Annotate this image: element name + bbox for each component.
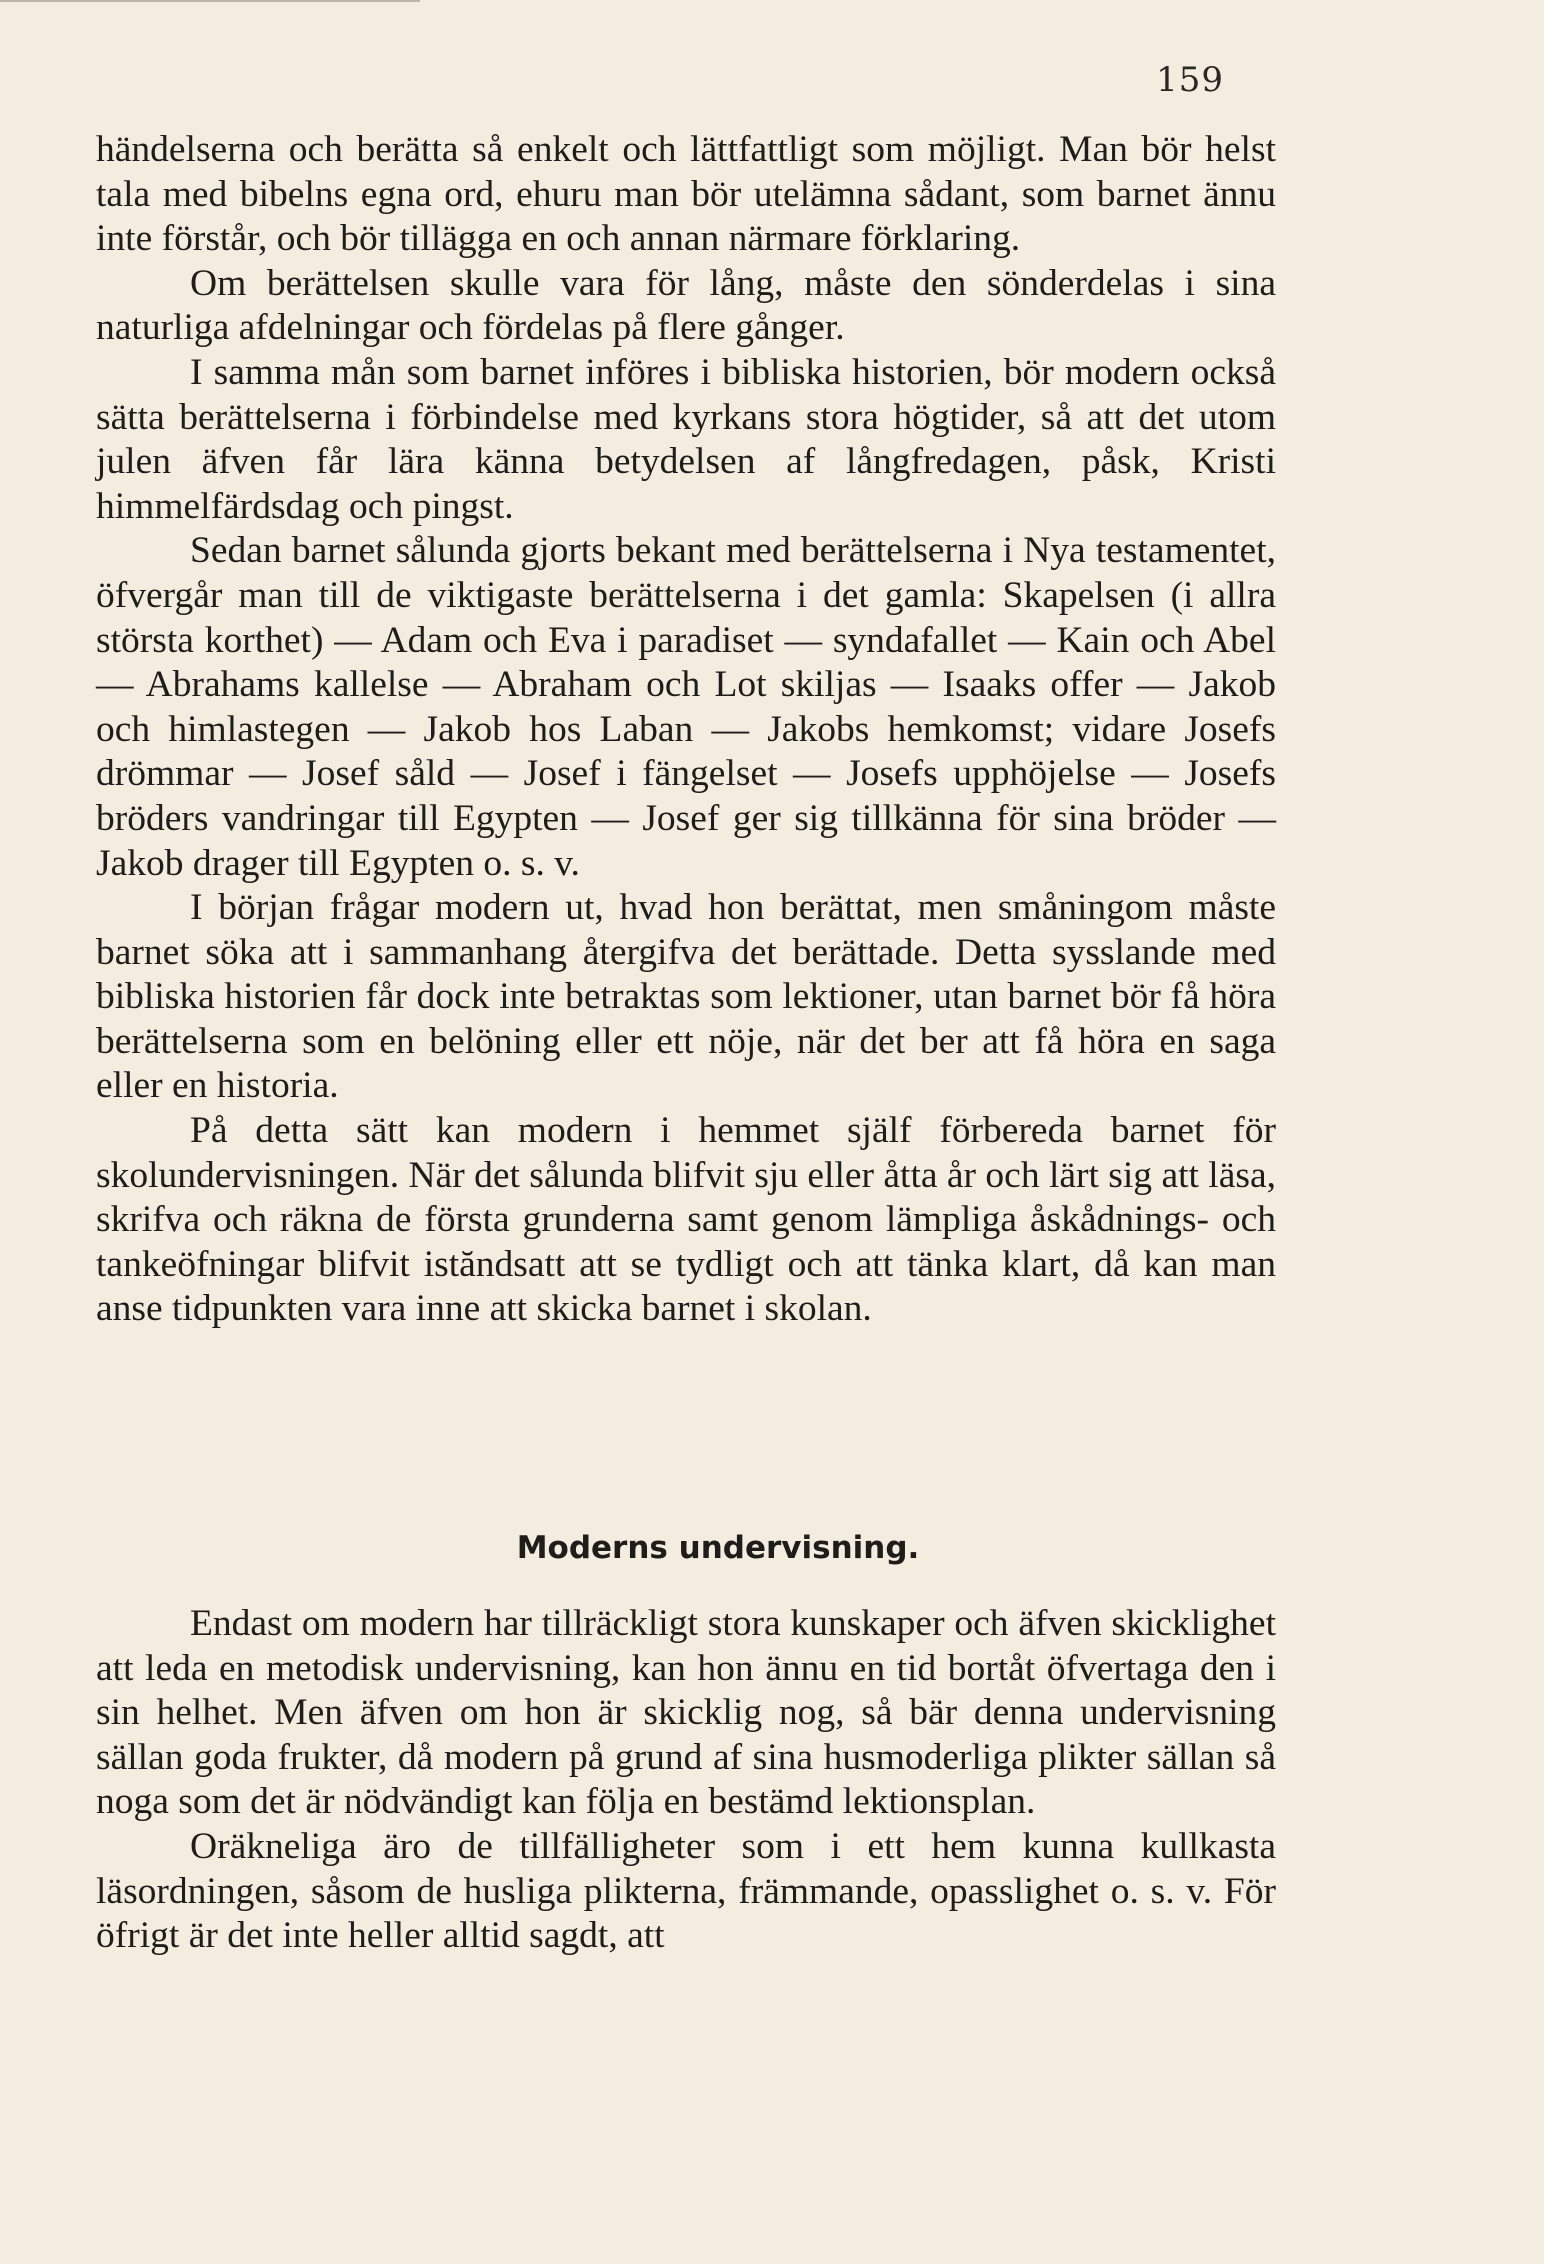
paragraph-5: I början frågar modern ut, hvad hon berättat, men småningom måste barnet söka att i sammanhang återgifva det berättade. Detta sysslande med bibliska historien får dock inte betraktas som lektioner, utan barnet bör få höra berättelserna som en belöning eller ett nöje, när det ber att få höra en saga eller en historia.	[96, 887, 1276, 1107]
page-number: 159	[1156, 60, 1224, 100]
body-text	[96, 128, 1276, 1332]
paragraph-6: På detta sätt kan modern i hemmet själf förbereda barnet för skolundervisningen. När det sålunda blifvit sju eller åtta år och lärt sig att läsa, skrifva och räkna de första grunderna samt genom lämpliga åskådnings- och tankeöfningar blifvit istăndsatt att se tydligt och att tänka klart, då kan man anse tidpunkten vara inne att skicka barnet i skolan.	[96, 1110, 1276, 1330]
paragraph-1: händelserna och berätta så enkelt och lättfattligt som möjligt. Man bör helst tala med bibelns egna ord, ehuru man bör utelämna sådant, som barnet ännu inte förstår, och bör tillägga en och annan närmare förklaring.	[96, 129, 1276, 260]
section-paragraph-1: Endast om modern har tillräckligt stora kunskaper och äfven skicklighet att leda en metodisk undervisning, kan hon ännu en tid bortåt öfvertaga den i sin helhet. Men äfven om hon är skicklig nog, så bär denna undervisning sällan goda frukter, då modern på grund af sina husmoderliga plikter sällan så noga som det är nödvändigt kan följa en bestämd lektionsplan.	[96, 1603, 1276, 1823]
paragraph-3: I samma mån som barnet införes i bibliska historien, bör modern också sätta berättelserna i förbindelse med kyrkans stora högtider, så att det utom julen äfven får lära känna betydelsen af långfredagen, påsk, Kristi himmelfärdsdag och pingst.	[96, 351, 1276, 527]
paragraph-4: Sedan barnet sålunda gjorts bekant med berättelserna i Nya testamentet, öfvergår man till de viktigaste berättelserna i det gamla: Skapelsen (i allra största korthet) — Adam och Eva i paradiset — syndafallet — Kain och Abel — Abrahams kallelse — Abraham och Lot skiljas — Isaaks offer — Jakob och himlastegen — Jakob hos Laban — Jakobs hemkomst; vidare Josefs drömmar — Josef såld — Josef i fängelset — Josefs upphöjelse — Josefs bröders vandringar till Egypten — Josef ger sig tillkänna för sina bröder — Jakob drager till Egypten o. s. v.	[96, 530, 1276, 884]
scan-edge-line	[0, 0, 420, 2]
section-paragraph-2: Oräkneliga äro de tillfälligheter som i ett hem kunna kullkasta läsordningen, såsom de husliga plikterna, främmande, opasslighet o. s. v. För öfrigt är det inte heller alltid sagdt, att	[96, 1825, 1276, 1957]
section-heading	[0, 1530, 1544, 1566]
section-text	[96, 1602, 1276, 1959]
section-heading-text: Moderns undervisning.	[516, 1530, 920, 1566]
paragraph-2: Om berättelsen skulle vara för lång, måste den sönderdelas i sina naturliga afdelningar och fördelas på flere gånger.	[96, 262, 1276, 349]
